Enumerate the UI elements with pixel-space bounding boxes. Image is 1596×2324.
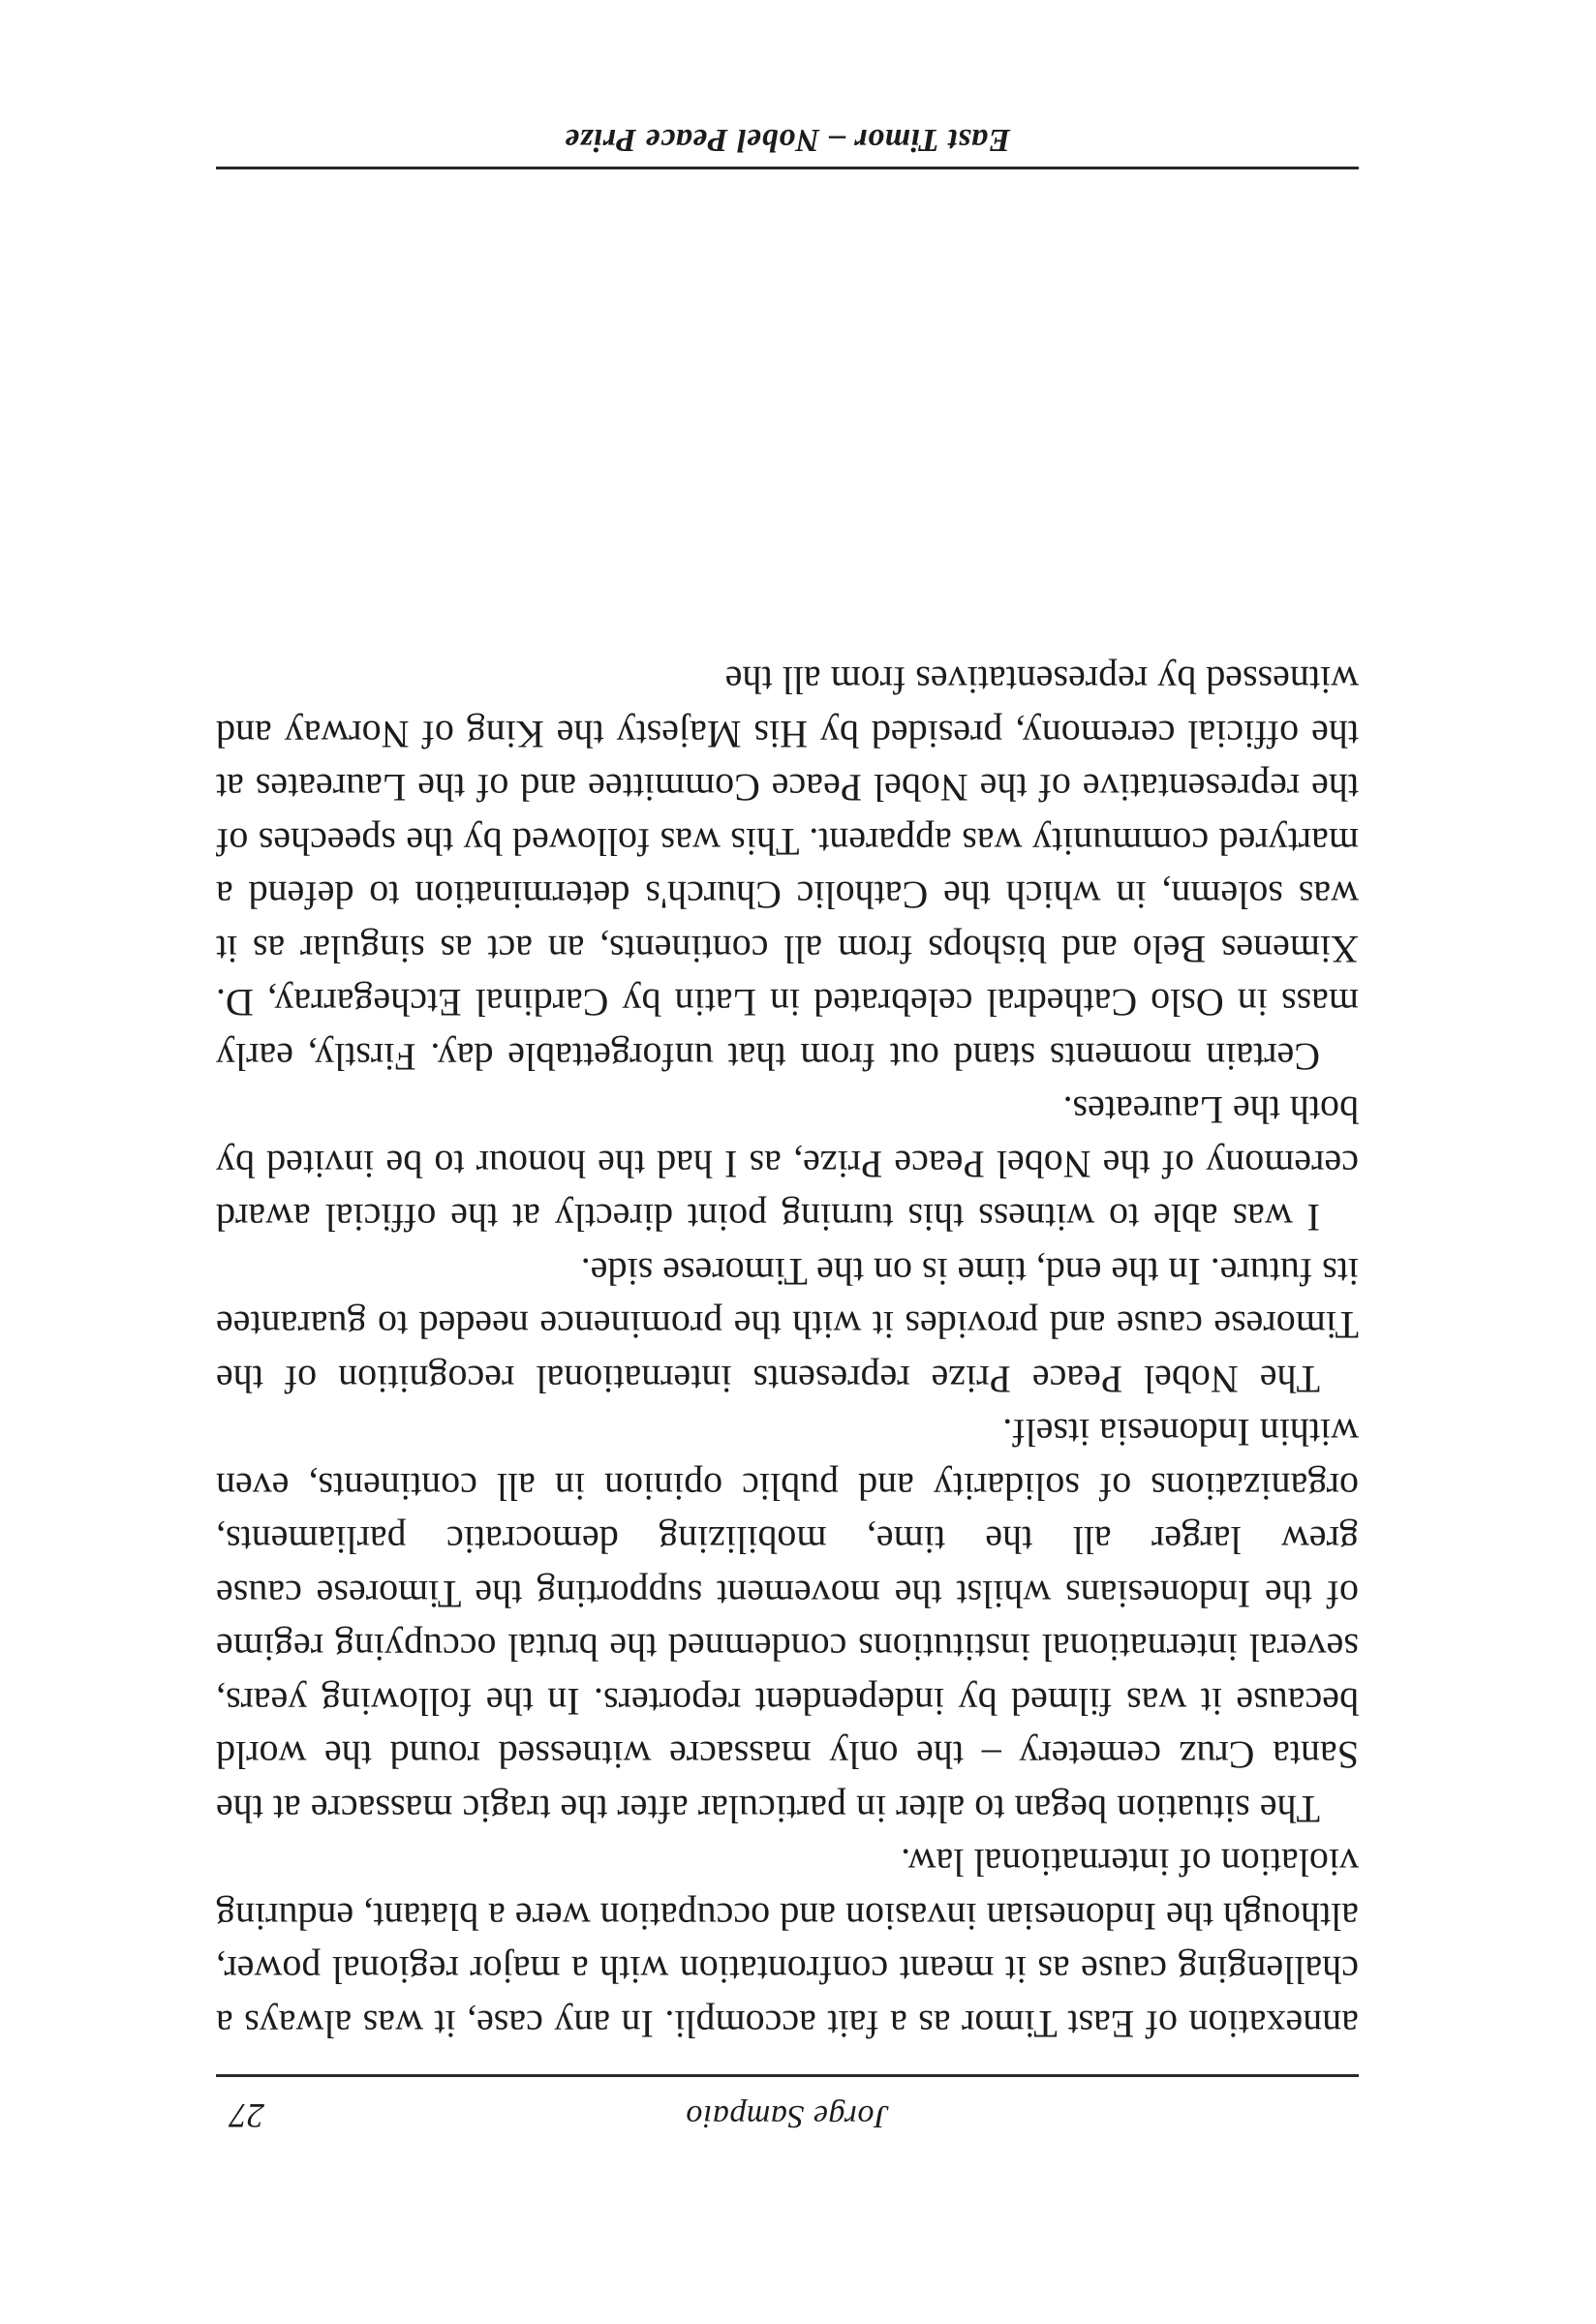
page-header xyxy=(216,2074,1359,2145)
paragraph-annexation: annexation of East Timor as a fait accompli. In any case, it was always a challenging cause as it meant confrontation with a major regional power, although the Indonesian invasion and occupation were a blatant, enduring violation of international law. xyxy=(216,1841,1359,2046)
body-text xyxy=(216,654,1359,2051)
page-footer xyxy=(216,112,1359,169)
paragraph-oslo-day: Certain moments stand out from that unforgettable day. Firstly, early mass in Oslo Cathedral celebrated in Latin by Cardinal Etchegarray, D. Ximenes Belo and bishops from all continents, an act as singular as it was solemn, in which the Catholic Church's determination to defend a martyred community was apparent. This was followed by the speeches of the representative of the Nobel Peace Committee and of the Laureates at the official ceremony, presided by His Majesty the King of Norway and witnessed by representatives from all the xyxy=(216,658,1359,1079)
paragraph-santa-cruz: The situation began to alter in particular after the tragic massacre at the Santa Cruz cemetery – the only massacre witnessed round the world because it was filmed by independent reporters. In the following years, several international institutions condemned the brutal occupying regime of the Indonesians whilst the movement supporting the Timorese cause grew larger all the time, mobilizing democratic parliaments, organizations of solidarity and public opinion in all continents, even within Indonesia itself. xyxy=(216,1411,1359,1831)
paragraph-witness: I was able to witness this turning point directly at the official award ceremony of the Nobel Peace Prize, as I had the honour to be invited by both the Laureates. xyxy=(216,1088,1359,1240)
running-foot: East Timor – Nobel Peace Prize xyxy=(564,122,1011,158)
page-number: 27 xyxy=(230,2096,264,2135)
running-head: Jorge Sampaio xyxy=(685,2098,890,2134)
paragraph-nobel-recognition: The Nobel Peace Prize represents international recognition of the Timorese cause and provides it with the prominence needed to guarantee its future. In the end, time is on the Timorese side. xyxy=(216,1250,1359,1401)
